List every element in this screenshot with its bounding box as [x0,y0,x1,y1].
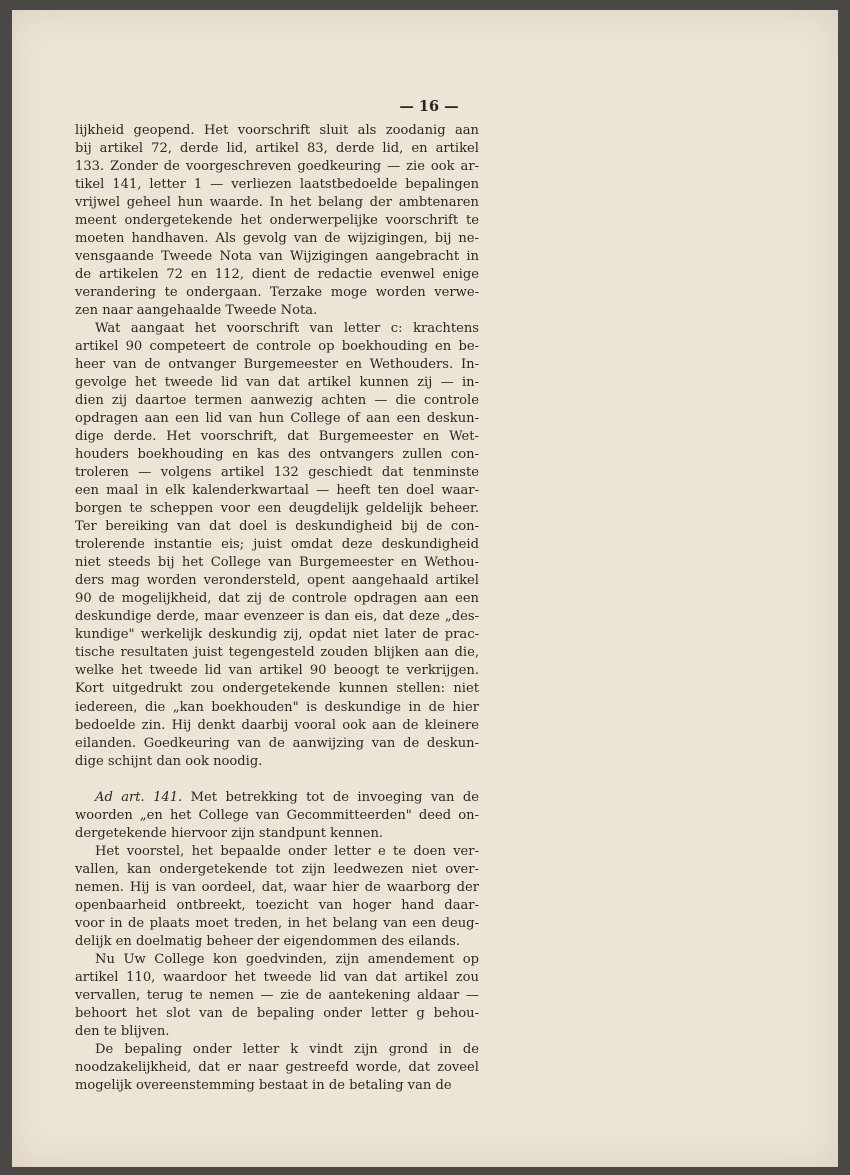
paragraph-line: delijk en doelmatig beheer der eigendommen des eilands. [75,933,461,949]
paragraph-line: eilanden. Goedkeuring van de aanwijzing van de deskun- [75,735,479,751]
paragraph-line: 133. Zonder de voorgeschreven goedkeuring — zie ook ar- [75,159,479,175]
paragraph-line: vrijwel geheel hun waarde. In het belang der ambtenaren [75,195,479,211]
paragraph-line: borgen te scheppen voor een deugdelijk geldelijk beheer. [75,501,479,517]
paragraph-line: Ter bereiking van dat doel is deskundigheid bij de con- [75,519,479,535]
paragraph-line: artikel 90 competeert de controle op boekhouding en be- [75,339,479,355]
paragraph-line: 90 de mogelijkheid, dat zij de controle opdragen aan een [75,591,479,607]
body-text [75,122,479,1095]
paragraph-line: dien zij daartoe termen aanwezig achten — die controle [75,393,479,409]
paragraph-line: de artikelen 72 en 112, dient de redactie evenwel enige [75,267,479,283]
paragraph-line: kundige" werkelijk deskundig zij, opdat niet later de prac- [75,627,479,643]
heading-continuation: Met betrekking tot de invoeging van de [190,789,479,805]
paragraph-line: deskundige derde, maar evenzeer is dan eis, dat deze „des- [75,609,479,625]
paragraph-line: openbaarheid ontbreekt, toezicht van hoger hand daar- [75,897,479,913]
paragraph-line: woorden „en het College van Gecommitteerden" deed on- [75,807,479,823]
paragraph-line: troleren — volgens artikel 132 geschiedt dat tenminste [75,465,479,481]
paragraph-line: iedereen, die „kan boekhouden" is deskundige in de hier [75,699,479,715]
paragraph-line: bij artikel 72, derde lid, artikel 83, derde lid, en artikel [75,141,479,157]
paragraph-line: mogelijk overeenstemming bestaat in de betaling van de [75,1077,452,1093]
paragraph-line: gevolge het tweede lid van dat artikel kunnen zij — in- [75,375,479,391]
section-gap [75,771,479,789]
paragraph-line: niet steeds bij het College van Burgemeester en Wethou- [75,555,479,571]
paragraph-line: zen naar aangehaalde Tweede Nota. [75,303,318,319]
paragraph-line: den te blijven. [75,1023,170,1039]
paragraph-line: moeten handhaven. Als gevolg van de wijzigingen, bij ne- [75,231,479,247]
paragraph-line: vallen, kan ondergetekende tot zijn leedwezen niet over- [75,861,479,877]
paragraph-line: Het voorstel, het bepaalde onder letter e te doen ver- [95,843,479,859]
paragraph-line: tische resultaten juist tegengesteld zouden blijken aan die, [75,645,479,661]
paragraph-line: Nu Uw College kon goedvinden, zijn amendement op [95,951,479,967]
paragraph-line: voor in de plaats moet treden, in het belang van een deug- [75,915,479,931]
paragraph-line: dige derde. Het voorschrift, dat Burgemeester en Wet- [75,429,479,445]
paragraph-line: verandering te ondergaan. Terzake moge worden verwe- [75,285,479,301]
document-page [12,10,838,1167]
paragraph [75,122,479,320]
paragraph-line: Wat aangaat het voorschrift van letter c: krachtens [95,321,479,337]
paragraph-line: dergetekende hiervoor zijn standpunt kennen. [75,825,384,841]
paragraph-line: Kort uitgedrukt zou ondergetekende kunnen stellen: niet [75,681,479,697]
paragraph [75,320,479,770]
paragraph [75,843,479,951]
paragraph-line: heer van de ontvanger Burgemeester en Wethouders. In- [75,357,479,373]
paragraph-line: dige schijnt dan ook noodig. [75,753,263,769]
paragraph [75,1041,479,1095]
paragraph-line: lijkheid geopend. Het voorschrift sluit als zoodanig aan [75,123,479,138]
paragraph-line: behoort het slot van de bepaling onder letter g behou- [75,1005,479,1021]
paragraph-line: ders mag worden verondersteld, opent aangehaald artikel [75,573,479,589]
page-number: — 16 — [399,98,459,115]
paragraph-line: nemen. Hij is van oordeel, dat, waar hier de waarborg der [75,879,479,895]
paragraph-line: noodzakelijkheid, dat er naar gestreefd worde, dat zoveel [75,1059,479,1075]
paragraph-line: tikel 141, letter 1 — verliezen laatstbedoelde bepalingen [75,177,479,193]
paragraph-line: een maal in elk kalenderkwartaal — heeft ten doel waar- [75,483,479,499]
paragraph-line: trolerende instantie eis; juist omdat deze deskundigheid [75,537,479,553]
paragraph-line [75,789,479,807]
paragraph [75,951,479,1041]
paragraph-line: bedoelde zin. Hij denkt daarbij vooral ook aan de kleinere [75,717,479,733]
paragraph-line: meent ondergetekende het onderwerpelijke voorschrift te [75,213,479,229]
paragraph-line: vervallen, terug te nemen — zie de aantekening aldaar — [75,987,479,1003]
paragraph-line: welke het tweede lid van artikel 90 beoogt te verkrijgen. [75,663,479,679]
paragraph-line: vensgaande Tweede Nota van Wijzigingen aangebracht in [75,249,479,265]
paragraph-line: opdragen aan een lid van hun College of aan een deskun- [75,411,479,427]
paragraph-line: De bepaling onder letter k vindt zijn grond in de [95,1041,479,1057]
paragraph-line: artikel 110, waardoor het tweede lid van dat artikel zou [75,969,479,985]
paragraph-line: houders boekhouding en kas des ontvangers zullen con- [75,447,479,463]
section-heading: Ad art. 141. [95,789,183,805]
paragraph [75,789,479,843]
